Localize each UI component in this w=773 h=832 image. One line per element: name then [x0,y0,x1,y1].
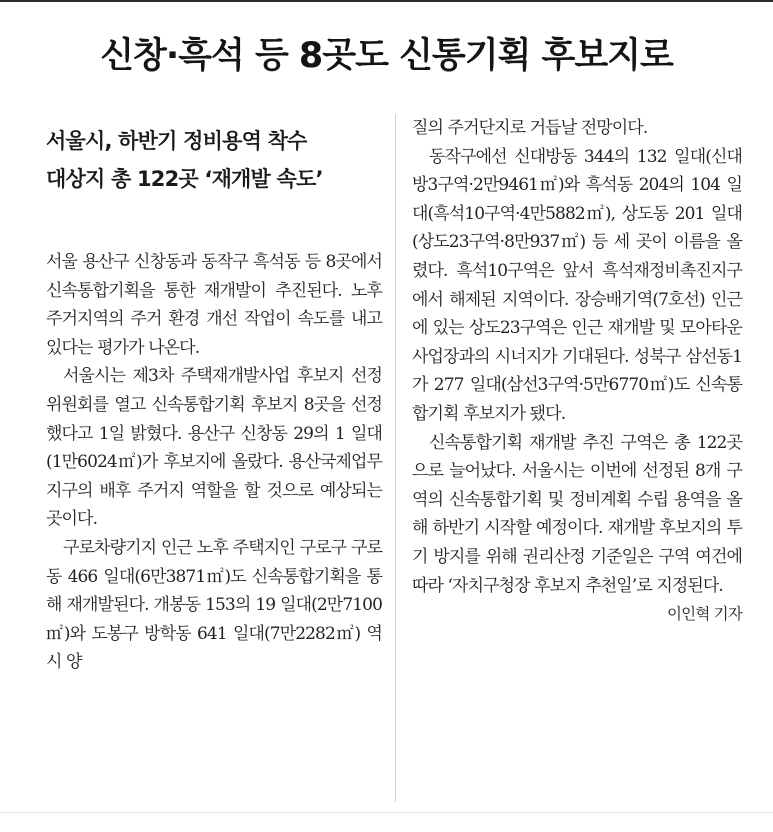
article-subheadline [46,122,382,198]
left-column [46,114,382,677]
bottom-rule [0,812,773,813]
column-divider [395,114,396,802]
paragraph-5-text: 신속통합기획 재개발 추진 구역은 총 122곳으로 늘어났다. 서울시는 이번에 선정된 8개 구역의 신속통합기획 및 정비계획 수립 용역을 올해 하반기 시작할 예정이다. 재개발 후보지의 투기 방지를 위해 권리산정 기준일은 구역 여건에 따라 ‘자치구청장 후보지 추천일’로 지정된다. [412,432,742,596]
right-column [412,114,742,629]
paragraph-5 [412,429,742,624]
paragraph-1: 서울 용산구 신창동과 동작구 흑석동 등 8곳에서 신속통합기획을 통한 재개발이 추진된다. 노후 주거지역의 주거 환경 개선 작업이 속도를 내고 있다는 평가가 나온다. [46,252,382,358]
paragraph-3-part-1: 구로차량기지 인근 노후 주택지인 구로구 구로동 466 일대(6만3871㎡)도 신속통합기획을 통해 재개발된다. 개봉동 153의 19 일대(2만7100㎡)와 도봉구 방학동 641 일대(7만2282㎡) 역시 양 [46,537,382,673]
article-byline: 이인혁 기자 [667,605,742,624]
left-column-body [46,248,382,677]
subheadline-line-1: 서울시, 하반기 정비용역 착수 [46,129,307,153]
paragraph-4: 동작구에선 신대방동 344의 132 일대(신대방3구역·2만9461㎡)와 흑석동 204의 104 일대(흑석10구역·4만5882㎡), 상도동 201 일대(상도23구역·8만937㎡) 등 세 곳이 이름을 올렸다. 흑석10구역은 앞서 흑석재정비촉진지구에서 해제된 지역이다. 장승배기역(7호선) 인근에 있는 상도23구역은 인근 재개발 및 모아타운 사업장과의 시너지가 기대된다. 성북구 삼선동1가 277 일대(삼선3구역·5만6770㎡)도 신속통합기획 후보지가 됐다. [412,146,742,424]
paragraph-3-part-2: 질의 주거단지로 거듭날 전망이다. [412,118,648,138]
article-headline: 신창·흑석 등 8곳도 신통기획 후보지로 [100,36,673,76]
subheadline-line-2: 대상지 총 122곳 ‘재개발 속도’ [46,167,323,191]
paragraph-2: 서울시는 제3차 주택재개발사업 후보지 선정위원회를 열고 신속통합기획 후보지 8곳을 선정했다고 1일 밝혔다. 용산구 신창동 29의 1 일대(1만6024㎡)가 후보지에 올랐다. 용산국제업무지구의 배후 주거지 역할을 할 것으로 예상되는 곳이다. [46,366,382,530]
